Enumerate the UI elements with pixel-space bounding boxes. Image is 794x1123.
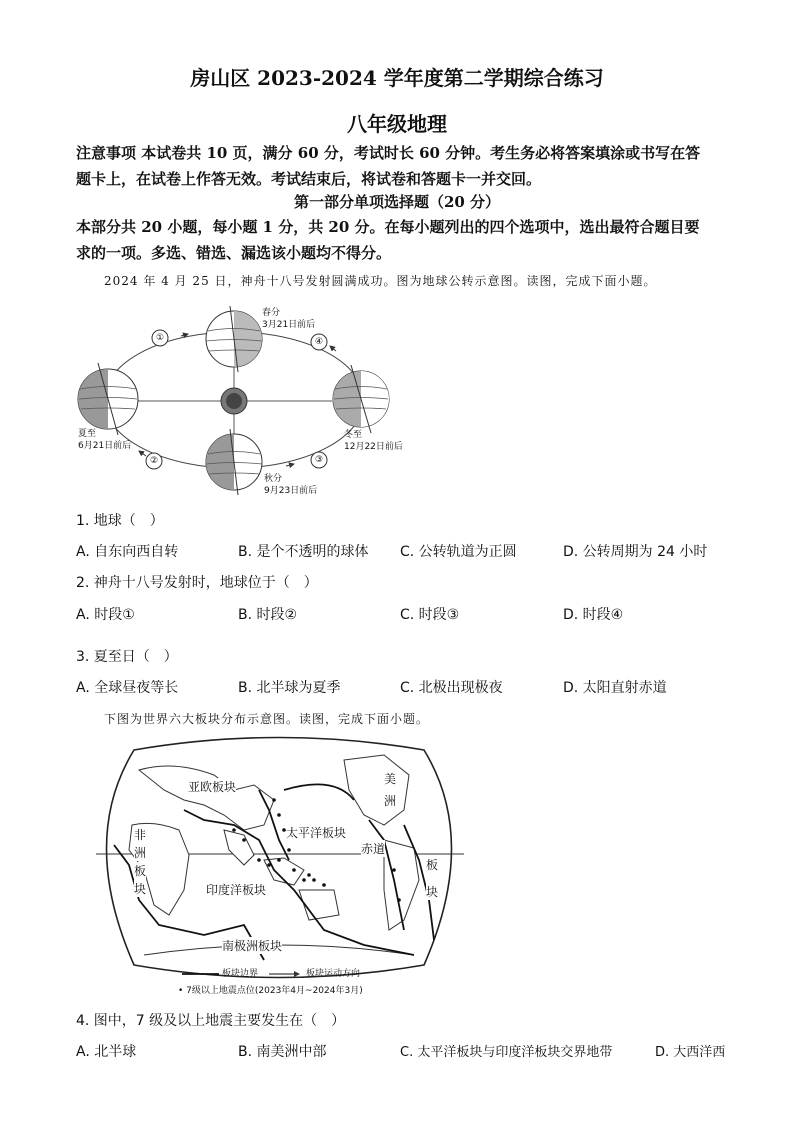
plate-map-figure (84, 730, 474, 1000)
african-plate-char-2: 洲 (134, 846, 147, 860)
period-2-label: ② (150, 456, 159, 466)
earth-spring-icon (206, 306, 262, 372)
orbit-diagram (76, 296, 416, 501)
antarctic-plate-label: 南极洲板块 (222, 939, 283, 953)
intro-orbit: 2024 年 4 月 25 日，神舟十八号发射圆满成功。图为地球公转示意图。读图，完成下面小题。 (104, 274, 657, 288)
q4-option-c[interactable]: C. 太平洋板块与印度洋板块交界地带 (400, 1045, 613, 1060)
spring-label: 春分 (262, 308, 281, 318)
q4-option-a[interactable]: A. 北半球 (76, 1044, 137, 1060)
notice-line-2: 题卡上，在试卷上作答无效。考试结束后，将试卷和答题卡一并交回。 (76, 170, 542, 188)
pacific-plate-label: 太平洋板块 (286, 826, 347, 840)
q2-option-a[interactable]: A. 时段① (76, 607, 135, 623)
earth-summer-icon (78, 363, 138, 435)
question-2-stem: 2. 神舟十八号发射时，地球位于（ ） (76, 575, 318, 591)
section-desc-line-1: 本部分共 20 小题，每小题 1 分，共 20 分。在每小题列出的四个选项中，选出最符合题目要 (76, 218, 700, 236)
earth-winter-icon (333, 365, 389, 433)
period-1-label: ① (156, 333, 165, 343)
question-4-stem: 4. 图中，7 级及以上地震主要发生在（ ） (76, 1013, 346, 1029)
question-3-stem: 3. 夏至日（ ） (76, 649, 178, 665)
q1-option-a[interactable]: A. 自东向西自转 (76, 544, 179, 560)
america-plate-char-4: 块 (426, 885, 439, 899)
q3-option-a[interactable]: A. 全球昼夜等长 (76, 680, 179, 696)
notice-line-1: 注意事项 本试卷共 10 页，满分 60 分，考试时长 60 分钟。考生务必将答案填涂或书写在答 (76, 144, 701, 162)
america-plate-char-2: 洲 (384, 794, 397, 808)
q4-option-b[interactable]: B. 南美洲中部 (238, 1044, 327, 1060)
eurasian-plate-label: 亚欧板块 (188, 780, 237, 794)
spring-date: 3月21日前后 (262, 320, 316, 330)
winter-label: 冬至 (344, 430, 363, 440)
section-desc-line-2: 求的一项。多选、错选、漏选该小题均不得分。 (76, 244, 392, 262)
orbit-arrow-1 (181, 334, 188, 336)
earth-autumn-icon (206, 429, 262, 495)
q3-option-d[interactable]: D. 太阳直射赤道 (563, 680, 667, 696)
earth-orbit-figure (76, 296, 416, 501)
orbit-arrow-3 (286, 464, 294, 466)
period-3-label: ③ (315, 455, 324, 465)
winter-date: 12月22日前后 (344, 442, 403, 452)
q1-option-b[interactable]: B. 是个不透明的球体 (238, 544, 369, 560)
african-plate-char-3: 板 (134, 864, 147, 878)
america-plate-char-3: 板 (426, 858, 439, 872)
indian-ocean-plate-label: 印度洋板块 (206, 883, 267, 897)
q1-option-d[interactable]: D. 公转周期为 24 小时 (563, 544, 708, 560)
question-1-stem: 1. 地球（ ） (76, 513, 164, 529)
equator-label: 赤道 (361, 842, 386, 856)
summer-date: 6月21日前后 (78, 441, 132, 451)
autumn-label: 秋分 (264, 474, 283, 484)
section-heading: 第一部分单项选择题（20 分） (293, 193, 501, 211)
q2-option-d[interactable]: D. 时段④ (563, 607, 624, 623)
q4-option-d[interactable]: D. 大西洋西 (655, 1045, 726, 1060)
summer-label: 夏至 (78, 429, 97, 439)
intro-plates: 下图为世界六大板块分布示意图。读图，完成下面小题。 (104, 712, 430, 726)
q3-option-b[interactable]: B. 北半球为夏季 (238, 680, 341, 696)
america-plate-char-1: 美 (384, 772, 397, 786)
legend-quake-label: • 7级以上地震点位(2023年4月~2024年3月) (178, 986, 363, 996)
african-plate-char-4: 块 (134, 882, 147, 896)
q3-option-c[interactable]: C. 北极出现极夜 (400, 680, 503, 696)
period-4-label: ④ (315, 337, 324, 347)
orbit-arrow-4 (330, 346, 336, 351)
exam-subtitle: 八年级地理 (347, 112, 447, 136)
autumn-date: 9月23日前后 (264, 486, 318, 496)
q2-option-b[interactable]: B. 时段② (238, 607, 298, 623)
legend-motion-label: 板块运动方向 (306, 969, 361, 979)
legend-boundary-label: 板块边界 (222, 969, 259, 979)
q2-option-c[interactable]: C. 时段③ (400, 607, 460, 623)
q1-option-c[interactable]: C. 公转轨道为正圆 (400, 544, 517, 560)
african-plate-char-1: 非 (134, 828, 147, 842)
orbit-arrow-2 (139, 451, 146, 456)
exam-title: 房山区 2023-2024 学年度第二学期综合练习 (190, 66, 604, 90)
